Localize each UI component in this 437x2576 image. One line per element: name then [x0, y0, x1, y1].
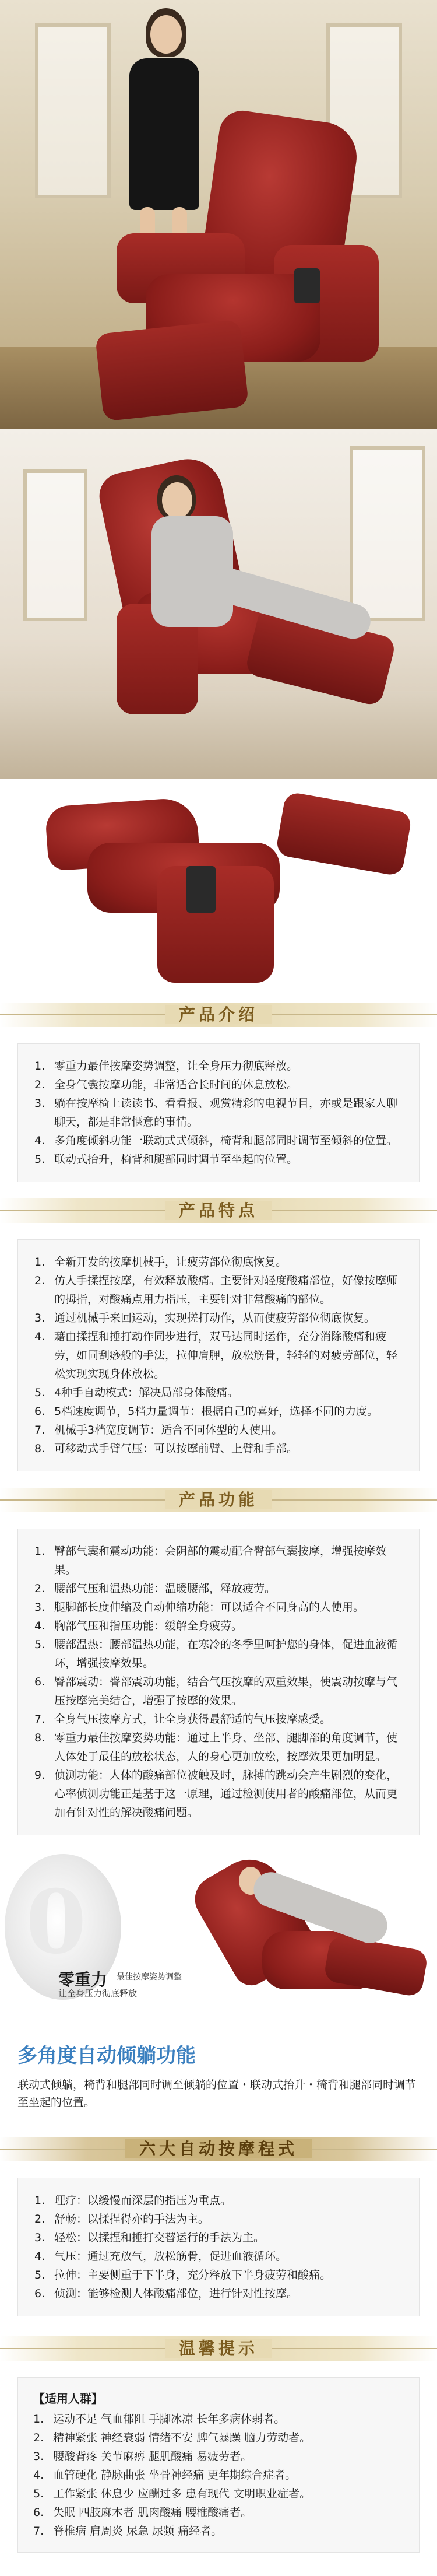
list-item: [34, 1075, 403, 1094]
list-item-text: 腰部温热：腰部温热功能，在寒冷的冬季里呵护您的身体，促进血液循环，增强按摩效果。: [54, 1638, 398, 1670]
section-title: 六大自动按摩程式: [125, 2139, 312, 2158]
tips-list: [33, 2410, 404, 2540]
background-window: [35, 23, 111, 198]
background-floor: [0, 691, 437, 779]
list-item-text: 舒畅：以揉捏得亦的手法为主。: [54, 2213, 210, 2225]
list-item-number: 3.: [34, 1601, 45, 1614]
list-item-number: 3.: [34, 1312, 45, 1324]
background-window: [23, 469, 87, 621]
list-item-number: 5.: [34, 1386, 45, 1399]
woman-dress: [129, 58, 199, 210]
multi-angle-title: 多角度自动倾躺功能: [17, 2044, 196, 2067]
list-item-number: 6.: [33, 2506, 44, 2519]
list-item-text: 零重力最佳按摩姿势功能：通过上半身、坐部、腿脚部的角度调节，使人体处于最佳的放松状态，人的身心更加放松，按摩效果更加明显。: [54, 1732, 398, 1763]
list-item: [33, 2522, 404, 2540]
list-item-number: 2.: [34, 1582, 45, 1595]
list-item-text: 运动不足 气血郁阻 手脚冰凉 长年多病体弱者。: [53, 2413, 286, 2426]
list-item: [34, 1057, 403, 1075]
list-item: [34, 1271, 403, 1309]
background-window: [350, 446, 425, 621]
section-title: 产品特点: [165, 1201, 272, 1220]
list-item: [34, 1439, 403, 1458]
section-title: 产品功能: [165, 1490, 272, 1509]
chair-footrest: [95, 319, 249, 421]
list-item-number: 9.: [34, 1769, 45, 1782]
list-item-number: 7.: [33, 2525, 44, 2538]
list-item-number: 6.: [34, 1676, 45, 1688]
list-item: [34, 2266, 403, 2284]
section-title: 温馨提示: [165, 2339, 272, 2358]
zero-gravity-glyph: 0: [26, 1871, 87, 1974]
list-item: [34, 1542, 403, 1579]
list-item-number: 3.: [34, 1097, 45, 1110]
features-list: [34, 1253, 403, 1458]
woman-head: [150, 15, 182, 54]
list-item-number: 4.: [34, 1134, 45, 1147]
list-item-text: 机械手3档宽度调节：适合不同体型的人使用。: [54, 1424, 283, 1436]
list-item: [34, 2210, 403, 2228]
list-item: [34, 1635, 403, 1673]
list-item: [34, 1383, 403, 1402]
list-item-number: 2.: [33, 2431, 44, 2444]
list-item: [33, 2484, 404, 2503]
list-item-text: 多角度倾斜功能一联动式式倾斜，椅背和腿部同时调节至倾斜的位置。: [54, 1134, 398, 1147]
list-item-text: 轻松：以揉捏和捶打交替运行的手法为主。: [54, 2231, 265, 2244]
list-item-number: 6.: [34, 2287, 45, 2300]
list-item-text: 腿脚部长度伸缩及自动伸缩功能：可以适合不同身高的人使用。: [54, 1601, 365, 1614]
list-item-number: 1.: [34, 1545, 45, 1558]
list-item-number: 6.: [34, 1405, 45, 1418]
list-item: [34, 1131, 403, 1150]
list-item-text: 气压：通过充放气，放松筋骨，促进血液循环。: [54, 2250, 287, 2263]
chair-arm: [157, 866, 274, 983]
list-item: [34, 1729, 403, 1766]
list-item-number: 2.: [34, 1274, 45, 1287]
remote-control: [186, 866, 216, 913]
list-item: [34, 1579, 403, 1598]
list-item-number: 8.: [34, 1732, 45, 1744]
programs-list: [34, 2191, 403, 2303]
list-item: [34, 1327, 403, 1383]
list-item-text: 脊椎病 肩周炎 尿急 尿频 痛经者。: [53, 2525, 223, 2538]
intro-box: [17, 1043, 420, 1182]
chair-footrest: [275, 791, 413, 877]
list-item-number: 5.: [34, 2269, 45, 2281]
list-item-number: 4.: [34, 2250, 45, 2263]
list-item-text: 侦测：能够检测人体酸痛部位，进行针对性按摩。: [54, 2287, 298, 2300]
list-item: [33, 2466, 404, 2484]
section-header-functions: [0, 1480, 437, 1520]
list-item-text: 藉由揉捏和捶打动作同步进行，双马达同时运作，充分消除酸痛和疲劳，如同刮痧般的手法，拉伸肩胛，放松筋骨，轻轻的对疲劳部位，轻松实现实现身体放松。: [54, 1330, 398, 1380]
list-item-number: 1.: [34, 1060, 45, 1073]
list-item: [34, 1710, 403, 1729]
list-item-text: 4种手自动模式：解决局部身体酸痛。: [54, 1386, 239, 1399]
section-header-tips: [0, 2328, 437, 2369]
tips-box: [17, 2377, 420, 2553]
list-item-text: 精神紧张 神经衰弱 情绪不安 脾气暴躁 脑力劳动者。: [53, 2431, 311, 2444]
list-item-number: 3.: [34, 2231, 45, 2244]
list-item-text: 通过机械手来回运动，实现搓打动作，从而使疲劳部位彻底恢复。: [54, 1312, 376, 1324]
list-item-text: 臀部气囊和震动功能：会阴部的震动配合臀部气囊按摩，增强按摩效果。: [54, 1545, 387, 1576]
list-item-text: 可移动式手臂气压：可以按摩前臂、上臂和手部。: [54, 1442, 298, 1455]
list-item: [34, 1402, 403, 1421]
woman-head: [162, 482, 192, 518]
intro-list: [34, 1057, 403, 1169]
list-item: [34, 1421, 403, 1439]
list-item: [34, 1309, 403, 1327]
list-item: [33, 2447, 404, 2466]
list-item: [34, 1150, 403, 1169]
list-item: [34, 2247, 403, 2266]
list-item-number: 5.: [33, 2487, 44, 2500]
list-item: [34, 2284, 403, 2303]
list-item-text: 侦测功能：人体的酸痛部位被触及时，脉搏的跳动会产生剧烈的变化，心率侦测功能正是基于这一原理，通过检测使用者的酸痛部位，从而更加有针对性的解决酸痛问题。: [54, 1769, 398, 1819]
list-item-text: 拉伸：主要侧重于下半身，充分释放下半身疲劳和酸痛。: [54, 2269, 332, 2281]
list-item-text: 全新开发的按摩机械手，让疲劳部位彻底恢复。: [54, 1256, 287, 1268]
list-item-number: 2.: [34, 2213, 45, 2225]
list-item-text: 5档速度调节，5档力量调节：根据自己的喜好，选择不同的力度。: [54, 1405, 379, 1418]
list-item: [34, 1094, 403, 1131]
list-item-number: 4.: [34, 1330, 45, 1343]
tips-heading: 【适用人群】: [33, 2392, 103, 2406]
section-header-intro: [0, 994, 437, 1035]
list-item-number: 7.: [34, 1424, 45, 1436]
hero-photo-reclining: [0, 429, 437, 779]
list-item-number: 1.: [34, 2194, 45, 2207]
list-item-number: 1.: [34, 1256, 45, 1268]
hero-photo-chair-closeup: [0, 779, 437, 994]
list-item: [33, 2410, 404, 2428]
list-item-text: 血管硬化 静脉曲张 坐骨神经痛 更年期综合症者。: [53, 2469, 297, 2482]
list-item: [34, 1253, 403, 1271]
list-item-text: 理疗：以缓慢而深层的指压为重点。: [54, 2194, 232, 2207]
list-item-text: 工作紧张 休息少 应酬过多 患有现代 文明职业症者。: [53, 2487, 311, 2500]
features-box: [17, 1239, 420, 1471]
list-item-text: 腰部气压和温热功能：温暖腰部，释放疲劳。: [54, 1582, 276, 1595]
list-item-text: 躺在按摩椅上读读书、看看报、观赏精彩的电视节目，亦或是跟家人聊聊天，都是非常惬意的事情。: [54, 1097, 398, 1128]
zero-gravity-sub2: 让全身压力彻底释放: [58, 1988, 138, 1999]
list-item-number: 4.: [34, 1620, 45, 1632]
section-header-features: [0, 1190, 437, 1231]
list-item: [34, 1766, 403, 1822]
list-item: [33, 2428, 404, 2447]
zero-gravity-label: 零重力: [58, 1970, 108, 1989]
functions-list: [34, 1542, 403, 1822]
hero-photo-chair-woman: [0, 0, 437, 429]
list-item-text: 臀部震动：臀部震动功能，结合气压按摩的双重效果，使震动按摩与气压按摩完美结合，增强了按摩的效果。: [54, 1676, 398, 1707]
zero-gravity-sub1: 最佳按摩姿势调整: [117, 1972, 182, 1982]
list-item-number: 1.: [33, 2413, 44, 2426]
list-item: [34, 2191, 403, 2210]
programs-box: [17, 2178, 420, 2316]
section-title: 产品介绍: [165, 1005, 272, 1024]
list-item-number: 7.: [34, 1713, 45, 1726]
list-item: [34, 1617, 403, 1635]
multi-angle-description: 联动式倾躺，椅背和腿部同时调至倾躺的位置・联动式抬升・椅背和腿部同时调节至坐起的位置。: [17, 2079, 417, 2109]
list-item-number: 5.: [34, 1153, 45, 1166]
list-item: [34, 1598, 403, 1617]
functions-box: [17, 1529, 420, 1835]
list-item-number: 5.: [34, 1638, 45, 1651]
list-item-text: 全身气囊按摩功能，非常适合长时间的休息放松。: [54, 1078, 298, 1091]
list-item-text: 腰酸背疼 关节麻痹 腿肌酸痛 易疲劳者。: [53, 2450, 252, 2463]
zero-gravity-feature: [0, 1843, 437, 2036]
list-item-text: 失眠 四肢麻木者 肌肉酸痛 腰椎酸痛者。: [53, 2506, 252, 2519]
list-item-text: 零重力最佳按摩姿势调整，让全身压力彻底释放。: [54, 1060, 298, 1073]
remote-control: [294, 268, 320, 303]
list-item: [34, 2228, 403, 2247]
list-item-number: 2.: [34, 1078, 45, 1091]
list-item: [34, 1673, 403, 1710]
list-item: [33, 2503, 404, 2522]
list-item-text: 联动式抬升，椅背和腿部同时调节至坐起的位置。: [54, 1153, 298, 1166]
list-item-number: 4.: [33, 2469, 44, 2482]
list-item-number: 8.: [34, 1442, 45, 1455]
list-item-text: 胸部气压和指压功能：缓解全身疲劳。: [54, 1620, 243, 1632]
list-item-text: 仿人手揉捏按摩，有效释放酸痛。主要针对轻度酸痛部位，好像按摩师的拇指，对酸痛点用力指压，主要针对非常酸痛的部位。: [54, 1274, 398, 1306]
list-item-number: 3.: [33, 2450, 44, 2463]
section-header-programs: [0, 2129, 437, 2170]
list-item-text: 全身气压按摩方式，让全身获得最舒适的气压按摩感受。: [54, 1713, 332, 1726]
